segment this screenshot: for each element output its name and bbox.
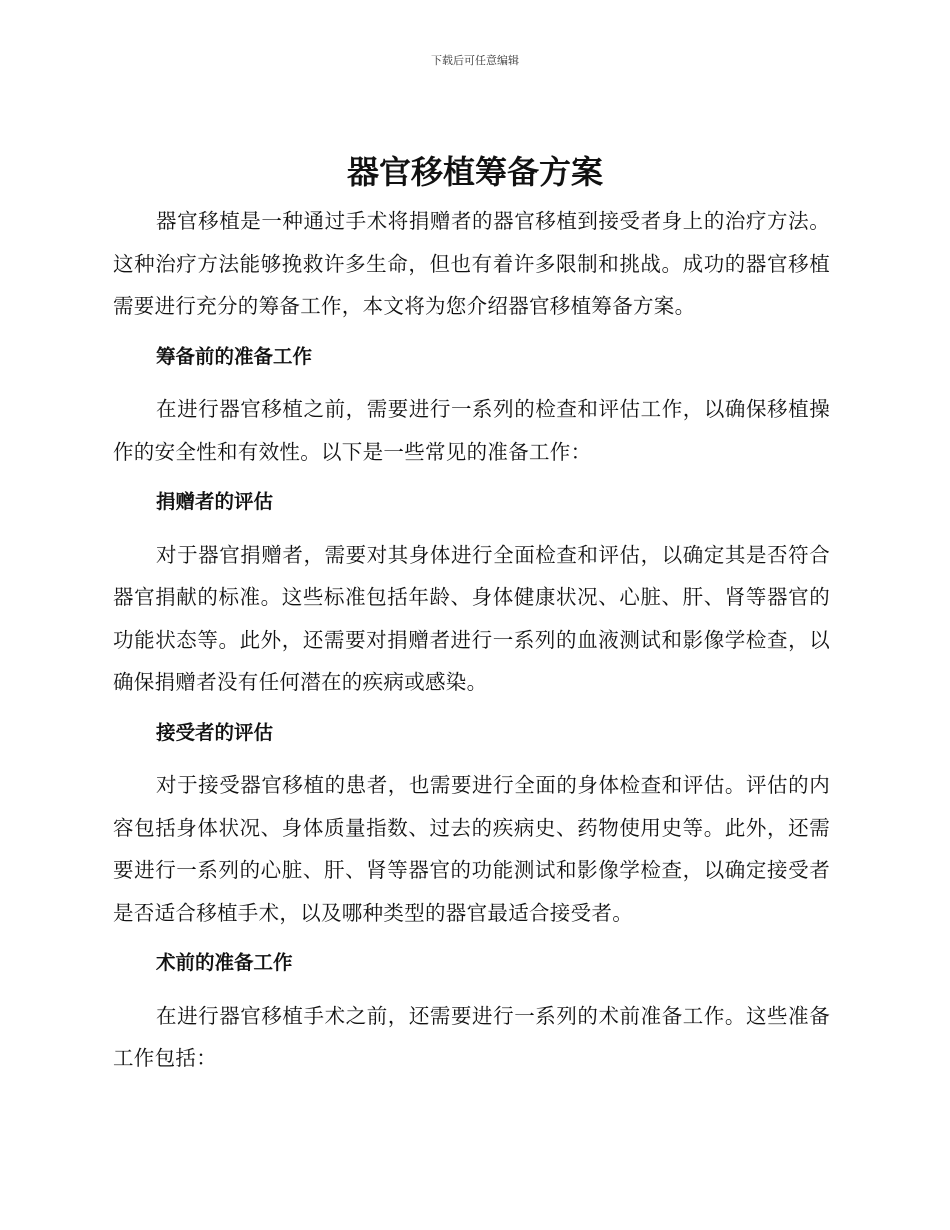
section-paragraph-preoperative: 在进行器官移植手术之前，还需要进行一系列的术前准备工作。这些准备工作包括：	[113, 1003, 830, 1070]
section-paragraph-preparation: 在进行器官移植之前，需要进行一系列的检查和评估工作，以确保移植操作的安全性和有效性。以下是一些常见的准备工作：	[113, 397, 830, 464]
section-heading-preoperative: 术前的准备工作	[156, 951, 293, 974]
document-title: 器官移植筹备方案	[346, 153, 603, 191]
section-paragraph-donor-evaluation: 对于器官捐赠者，需要对其身体进行全面检查和评估，以确定其是否符合器官捐献的标准。这些标准包括年龄、身体健康状况、心脏、肝、肾等器官的功能状态等。此外，还需要对捐赠者进行一系列的血液测试和影像学检查，以确保捐赠者没有任何潜在的疾病或感染。	[113, 542, 830, 694]
intro-paragraph: 器官移植是一种通过手术将捐赠者的器官移植到接受者身上的治疗方法。这种治疗方法能够挽救许多生命，但也有着许多限制和挑战。成功的器官移植需要进行充分的筹备工作，本文将为您介绍器官移植筹备方案。	[113, 209, 830, 318]
document-body	[113, 200, 830, 1080]
page-header-note: 下载后可任意编辑	[431, 54, 519, 67]
section-paragraph-recipient-evaluation: 对于接受器官移植的患者，也需要进行全面的身体检查和评估。评估的内容包括身体状况、身体质量指数、过去的疾病史、药物使用史等。此外，还需要进行一系列的心脏、肝、肾等器官的功能测试和影像学检查，以确定接受者是否适合移植手术，以及哪种类型的器官最适合接受者。	[113, 773, 830, 925]
section-heading-preparation: 筹备前的准备工作	[156, 344, 313, 368]
section-heading-donor-evaluation: 捐赠者的评估	[156, 490, 274, 513]
section-heading-recipient-evaluation: 接受者的评估	[156, 720, 274, 744]
